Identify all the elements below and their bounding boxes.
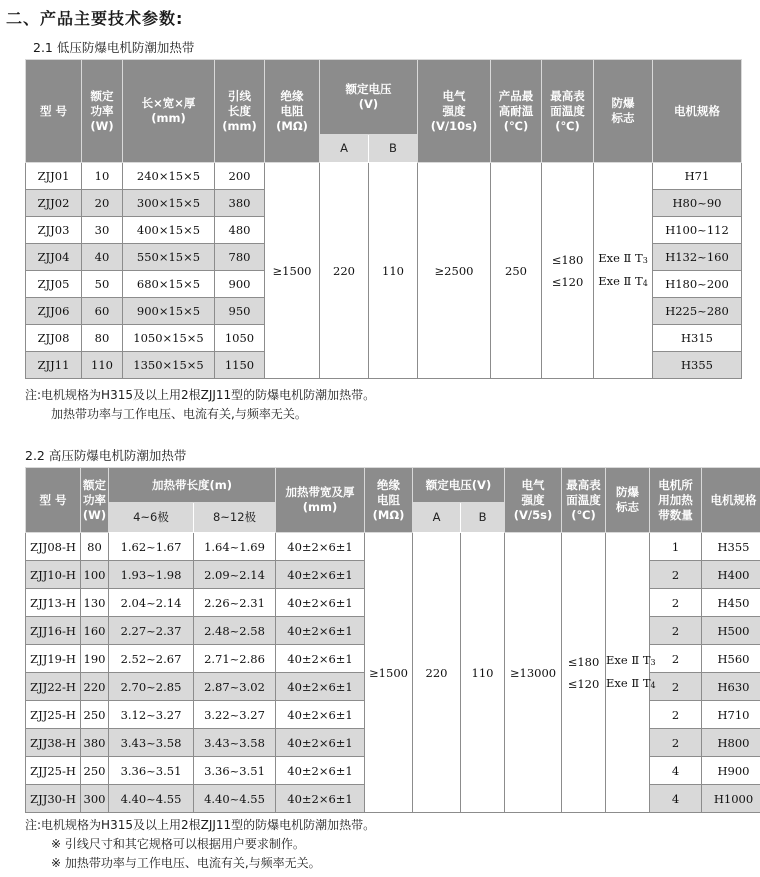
- cell-surface-temp-line1: ≤180: [551, 252, 584, 267]
- col-ex-mark: 防爆 标志: [606, 468, 650, 533]
- cell-model: ZJJ25-H: [26, 701, 81, 729]
- cell-motor: H100~112: [653, 217, 742, 244]
- cell-count: 2: [650, 673, 702, 701]
- cell-model: ZJJ22-H: [26, 673, 81, 701]
- cell-power: 80: [82, 325, 123, 352]
- cell-count: 4: [650, 785, 702, 813]
- cell-lead: 480: [215, 217, 265, 244]
- cell-length-4-6: 2.04~2.14: [109, 589, 194, 617]
- cell-motor: H80~90: [653, 190, 742, 217]
- cell-length-4-6: 3.43~3.58: [109, 729, 194, 757]
- table2-note-3: ※ 加热带功率与工作电压、电流有关,与频率无关。: [51, 856, 321, 870]
- cell-power: 100: [81, 561, 109, 589]
- cell-power: 50: [82, 271, 123, 298]
- cell-surface-temp-line2: ≤120: [551, 274, 584, 289]
- col-voltage-a: A: [320, 135, 369, 163]
- cell-max-temp: 250: [491, 163, 542, 379]
- col-length-8-12: 8~12极: [194, 503, 276, 533]
- col-surface-temp: 最高表 面温度 (℃): [562, 468, 606, 533]
- cell-strength: ≥13000: [505, 533, 562, 813]
- cell-motor: H315: [653, 325, 742, 352]
- col-model: 型 号: [26, 60, 82, 163]
- col-insulation: 绝缘 电阻 (MΩ): [365, 468, 413, 533]
- ex-mark-t3: Exe Ⅱ T: [598, 250, 643, 265]
- cell-model: ZJJ03: [26, 217, 82, 244]
- cell-voltage-a: 220: [413, 533, 461, 813]
- cell-size: 400×15×5: [123, 217, 215, 244]
- cell-power: 300: [81, 785, 109, 813]
- col-voltage-b: B: [461, 503, 505, 533]
- cell-size: 1050×15×5: [123, 325, 215, 352]
- col-strength: 电气 强度 (V/10s): [418, 60, 491, 163]
- cell-size: 240×15×5: [123, 163, 215, 190]
- cell-width: 40±2×6±1: [276, 785, 365, 813]
- table2-note-1: 注:电机规格为H315及以上用2根ZJJ11型的防爆电机防潮加热带。: [25, 818, 376, 832]
- table1-caption: 2.1 低压防爆电机防潮加热带: [33, 40, 195, 55]
- cell-motor: H355: [653, 352, 742, 379]
- col-voltage-b: B: [369, 135, 418, 163]
- col-model: 型 号: [26, 468, 81, 533]
- cell-model: ZJJ08-H: [26, 533, 81, 561]
- cell-size: 550×15×5: [123, 244, 215, 271]
- ex-mark-t4: Exe Ⅱ T: [606, 675, 651, 690]
- ex-mark-cell: [594, 163, 653, 379]
- col-motor: 电机规格: [702, 468, 760, 533]
- section-title: 二、产品主要技术参数:: [6, 9, 184, 28]
- cell-model: ZJJ01: [26, 163, 82, 190]
- cell-length-8-12: 2.09~2.14: [194, 561, 276, 589]
- cell-motor: H710: [702, 701, 760, 729]
- cell-insulation: ≥1500: [265, 163, 320, 379]
- cell-power: 40: [82, 244, 123, 271]
- ex-mark-t3-sub: 3: [642, 255, 648, 265]
- cell-model: ZJJ38-H: [26, 729, 81, 757]
- cell-model: ZJJ04: [26, 244, 82, 271]
- cell-length-8-12: 3.22~3.27: [194, 701, 276, 729]
- cell-motor: H500: [702, 617, 760, 645]
- cell-lead: 780: [215, 244, 265, 271]
- table1-note-2: 加热带功率与工作电压、电流有关,与频率无关。: [51, 407, 307, 421]
- col-strength: 电气 强度 (V/5s): [505, 468, 562, 533]
- cell-length-4-6: 2.27~2.37: [109, 617, 194, 645]
- cell-length-8-12: 4.40~4.55: [194, 785, 276, 813]
- cell-surface-temp-line1: ≤180: [567, 654, 600, 669]
- cell-motor: H450: [702, 589, 760, 617]
- ex-mark-t3: Exe Ⅱ T: [606, 652, 651, 667]
- cell-motor: H355: [702, 533, 760, 561]
- cell-power: 20: [82, 190, 123, 217]
- cell-model: ZJJ10-H: [26, 561, 81, 589]
- col-length: 加热带长度(m): [109, 468, 276, 503]
- cell-power: 160: [81, 617, 109, 645]
- cell-width: 40±2×6±1: [276, 757, 365, 785]
- cell-surface-temp: [562, 533, 606, 813]
- cell-insulation: ≥1500: [365, 533, 413, 813]
- cell-model: ZJJ16-H: [26, 617, 81, 645]
- cell-model: ZJJ30-H: [26, 785, 81, 813]
- cell-lead: 1150: [215, 352, 265, 379]
- cell-power: 30: [82, 217, 123, 244]
- cell-power: 110: [82, 352, 123, 379]
- cell-width: 40±2×6±1: [276, 589, 365, 617]
- cell-model: ZJJ13-H: [26, 589, 81, 617]
- cell-power: 250: [81, 701, 109, 729]
- cell-length-8-12: 2.26~2.31: [194, 589, 276, 617]
- cell-model: ZJJ06: [26, 298, 82, 325]
- cell-count: 2: [650, 645, 702, 673]
- cell-size: 680×15×5: [123, 271, 215, 298]
- cell-length-4-6: 2.70~2.85: [109, 673, 194, 701]
- cell-strength: ≥2500: [418, 163, 491, 379]
- cell-width: 40±2×6±1: [276, 673, 365, 701]
- ex-mark-t4-sub: 4: [642, 278, 648, 288]
- cell-width: 40±2×6±1: [276, 533, 365, 561]
- cell-width: 40±2×6±1: [276, 561, 365, 589]
- cell-count: 2: [650, 589, 702, 617]
- cell-motor: H630: [702, 673, 760, 701]
- cell-length-4-6: 1.93~1.98: [109, 561, 194, 589]
- cell-model: ZJJ08: [26, 325, 82, 352]
- ex-mark-cell: [606, 533, 656, 813]
- table-row: [26, 163, 742, 190]
- cell-count: 4: [650, 757, 702, 785]
- cell-length-8-12: 3.36~3.51: [194, 757, 276, 785]
- cell-size: 1350×15×5: [123, 352, 215, 379]
- cell-power: 130: [81, 589, 109, 617]
- cell-count: 2: [650, 701, 702, 729]
- cell-model: ZJJ19-H: [26, 645, 81, 673]
- col-ex-mark: 防爆 标志: [594, 60, 653, 163]
- cell-length-4-6: 3.12~3.27: [109, 701, 194, 729]
- cell-model: ZJJ05: [26, 271, 82, 298]
- col-motor: 电机规格: [653, 60, 742, 163]
- col-lead: 引线 长度 (mm): [215, 60, 265, 163]
- col-surface-temp: 最高表 面温度 (℃): [542, 60, 594, 163]
- cell-length-4-6: 4.40~4.55: [109, 785, 194, 813]
- cell-model: ZJJ02: [26, 190, 82, 217]
- cell-power: 10: [82, 163, 123, 190]
- low-voltage-table: [25, 59, 742, 379]
- cell-width: 40±2×6±1: [276, 729, 365, 757]
- cell-length-8-12: 3.43~3.58: [194, 729, 276, 757]
- table2-caption: 2.2 高压防爆电机防潮加热带: [25, 448, 187, 463]
- col-voltage-a: A: [413, 503, 461, 533]
- cell-power: 80: [81, 533, 109, 561]
- table2-note-2: ※ 引线尺寸和其它规格可以根据用户要求制作。: [51, 837, 305, 851]
- cell-size: 900×15×5: [123, 298, 215, 325]
- cell-lead: 950: [215, 298, 265, 325]
- cell-length-8-12: 2.87~3.02: [194, 673, 276, 701]
- cell-length-4-6: 3.36~3.51: [109, 757, 194, 785]
- cell-power: 60: [82, 298, 123, 325]
- cell-length-4-6: 1.62~1.67: [109, 533, 194, 561]
- cell-model: ZJJ11: [26, 352, 82, 379]
- table-row: [26, 533, 760, 561]
- cell-motor: H1000: [702, 785, 760, 813]
- cell-lead: 1050: [215, 325, 265, 352]
- cell-length-8-12: 1.64~1.69: [194, 533, 276, 561]
- col-voltage: 额定电压(V): [413, 468, 505, 503]
- col-power: 额定 功率 (W): [82, 60, 123, 163]
- cell-power: 250: [81, 757, 109, 785]
- cell-surface-temp: [542, 163, 594, 379]
- cell-motor: H71: [653, 163, 742, 190]
- cell-size: 300×15×5: [123, 190, 215, 217]
- ex-mark-t4: Exe Ⅱ T: [598, 273, 643, 288]
- col-insulation: 绝缘 电阻 (MΩ): [265, 60, 320, 163]
- cell-power: 380: [81, 729, 109, 757]
- cell-lead: 900: [215, 271, 265, 298]
- col-width: 加热带宽及厚 (mm): [276, 468, 365, 533]
- cell-motor: H225~280: [653, 298, 742, 325]
- cell-count: 1: [650, 533, 702, 561]
- col-count: 电机所 用加热 带数量: [650, 468, 702, 533]
- ex-mark-t4-sub: 4: [650, 680, 656, 690]
- cell-motor: H132~160: [653, 244, 742, 271]
- cell-count: 2: [650, 617, 702, 645]
- cell-lead: 380: [215, 190, 265, 217]
- col-voltage: 额定电压 (V): [320, 60, 418, 135]
- cell-surface-temp-line2: ≤120: [567, 676, 600, 691]
- cell-lead: 200: [215, 163, 265, 190]
- cell-length-8-12: 2.71~2.86: [194, 645, 276, 673]
- cell-motor: H800: [702, 729, 760, 757]
- table1-note-1: 注:电机规格为H315及以上用2根ZJJ11型的防爆电机防潮加热带。: [25, 388, 376, 402]
- cell-motor: H560: [702, 645, 760, 673]
- cell-voltage-b: 110: [461, 533, 505, 813]
- cell-motor: H180~200: [653, 271, 742, 298]
- cell-width: 40±2×6±1: [276, 701, 365, 729]
- col-power: 额定 功率 (W): [81, 468, 109, 533]
- cell-count: 2: [650, 561, 702, 589]
- cell-count: 2: [650, 729, 702, 757]
- cell-power: 220: [81, 673, 109, 701]
- cell-power: 190: [81, 645, 109, 673]
- cell-length-8-12: 2.48~2.58: [194, 617, 276, 645]
- col-length-4-6: 4~6极: [109, 503, 194, 533]
- cell-voltage-a: 220: [320, 163, 369, 379]
- ex-mark-t3-sub: 3: [650, 657, 656, 667]
- cell-width: 40±2×6±1: [276, 645, 365, 673]
- cell-model: ZJJ25-H: [26, 757, 81, 785]
- cell-motor: H900: [702, 757, 760, 785]
- cell-motor: H400: [702, 561, 760, 589]
- col-max-temp: 产品最 高耐温 (℃): [491, 60, 542, 163]
- cell-width: 40±2×6±1: [276, 617, 365, 645]
- col-size: 长×宽×厚 (mm): [123, 60, 215, 163]
- cell-voltage-b: 110: [369, 163, 418, 379]
- high-voltage-table: [25, 467, 760, 813]
- cell-length-4-6: 2.52~2.67: [109, 645, 194, 673]
